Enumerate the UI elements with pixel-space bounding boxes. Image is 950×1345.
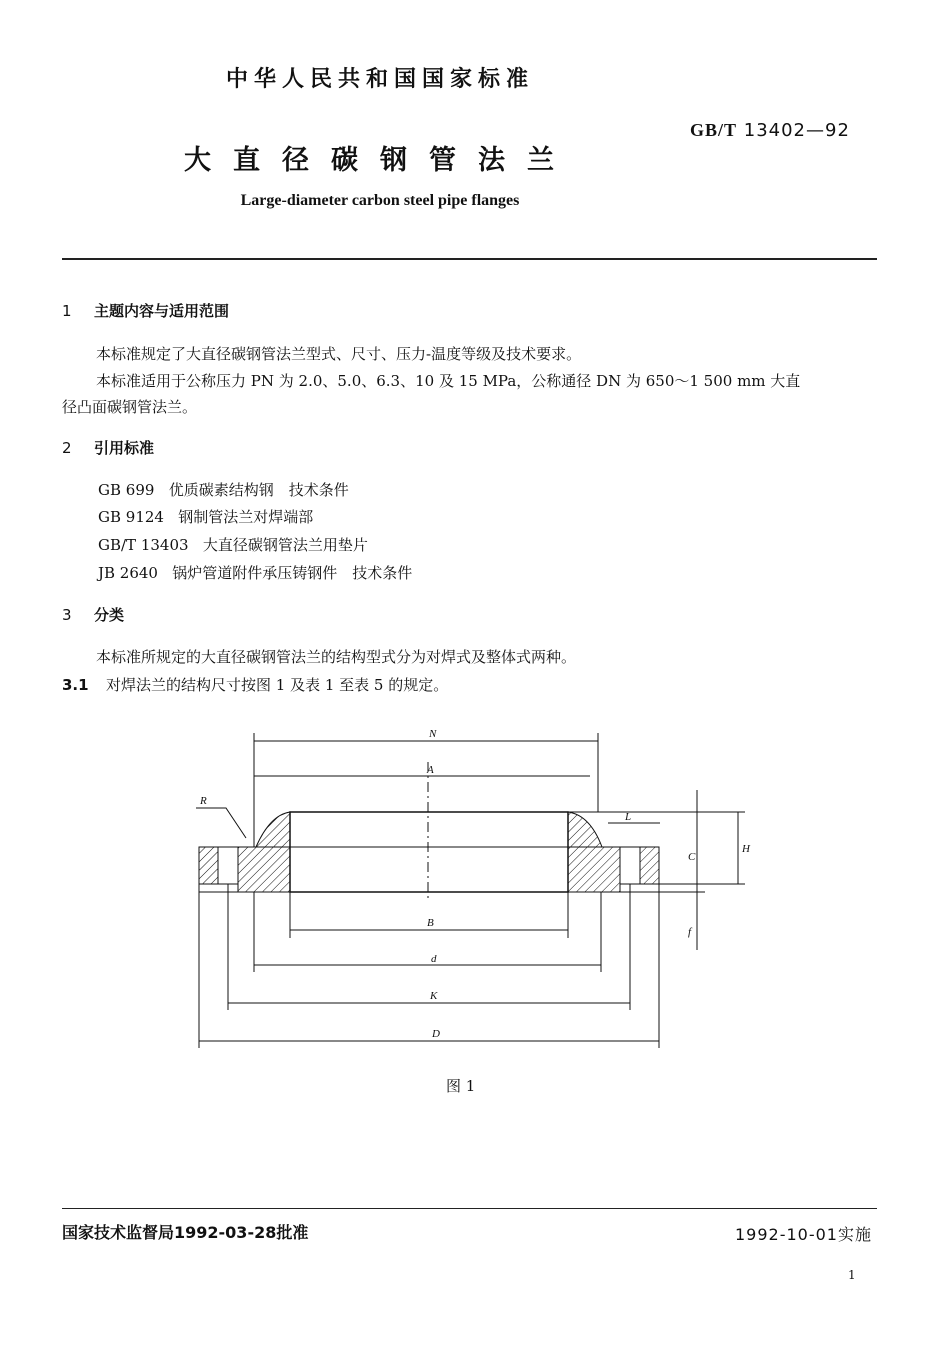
section-3-para-1: 本标准所规定的大直径碳钢管法兰的结构型式分为对焊式及整体式两种。	[96, 648, 577, 666]
reference-name: 钢制管法兰对焊端部	[178, 508, 314, 526]
reference-code: GB 699	[98, 481, 155, 499]
reference-code: GB/T 13403	[98, 536, 189, 554]
footer-divider	[62, 1208, 877, 1209]
standard-prefix: GB/T	[690, 120, 738, 140]
label-D: D	[432, 1028, 440, 1040]
section-3-number: 3	[62, 606, 72, 624]
right-ring-section	[640, 847, 659, 884]
label-R: R	[200, 795, 207, 807]
figure-caption: 图 1	[446, 1077, 476, 1095]
section-2-title: 引用标准	[94, 439, 155, 457]
label-K: K	[430, 990, 438, 1002]
reference-code: GB 9124	[98, 508, 164, 526]
label-N: N	[429, 728, 437, 740]
reference-name: 优质碳素结构钢 技术条件	[168, 481, 349, 499]
section-3-1-number: 3.1	[62, 676, 89, 694]
label-C: C	[688, 851, 696, 863]
label-H: H	[742, 843, 750, 855]
section-2-number: 2	[62, 439, 72, 457]
title-english: Large-diameter carbon steel pipe flanges	[240, 192, 520, 209]
section-1-number: 1	[62, 302, 72, 320]
left-hub-section	[238, 812, 290, 892]
right-bolt-hole	[620, 847, 640, 884]
left-bolt-hole	[218, 847, 238, 884]
national-standard-heading: 中华人民共和国国家标准	[225, 67, 534, 92]
reference-name: 大直径碳钢管法兰用垫片	[202, 536, 368, 554]
flange-bore-outline	[290, 812, 568, 892]
section-1-para-2: 本标准适用于公称压力 PN 为 2.0、5.0、6.3、10 及 15 MPa，公称通径 DN 为 650～1 500 mm 大直	[96, 372, 801, 390]
label-f: f	[688, 926, 692, 938]
section-1-para-2-cont: 径凸面碳钢管法兰。	[62, 398, 198, 416]
label-A: A	[427, 764, 434, 776]
section-1-para-1: 本标准规定了大直径碳钢管法兰型式、尺寸、压力-温度等级及技术要求。	[96, 345, 582, 363]
section-3-title: 分类	[94, 606, 125, 624]
page-number: 1	[848, 1268, 856, 1282]
section-1-title: 主题内容与适用范围	[94, 302, 230, 320]
approval-note: 国家技术监督局1992-03-28批准	[62, 1223, 309, 1242]
section-3-1-text: 对焊法兰的结构尺寸按图 1 及表 1 至表 5 的规定。	[106, 676, 449, 694]
label-d: d	[431, 953, 437, 965]
label-L: L	[625, 811, 632, 823]
reference-name: 锅炉管道附件承压铸钢件 技术条件	[172, 564, 413, 582]
effective-date: 1992-10-01实施	[735, 1225, 872, 1244]
right-hub-section	[568, 812, 620, 892]
reference-code: JB 2640	[98, 564, 158, 582]
label-B: B	[427, 917, 434, 929]
leader-R	[196, 808, 246, 838]
title-chinese: 大直径碳钢管法兰	[184, 145, 576, 176]
standard-code: 13402—92	[743, 120, 850, 141]
left-ring-section	[199, 847, 218, 884]
